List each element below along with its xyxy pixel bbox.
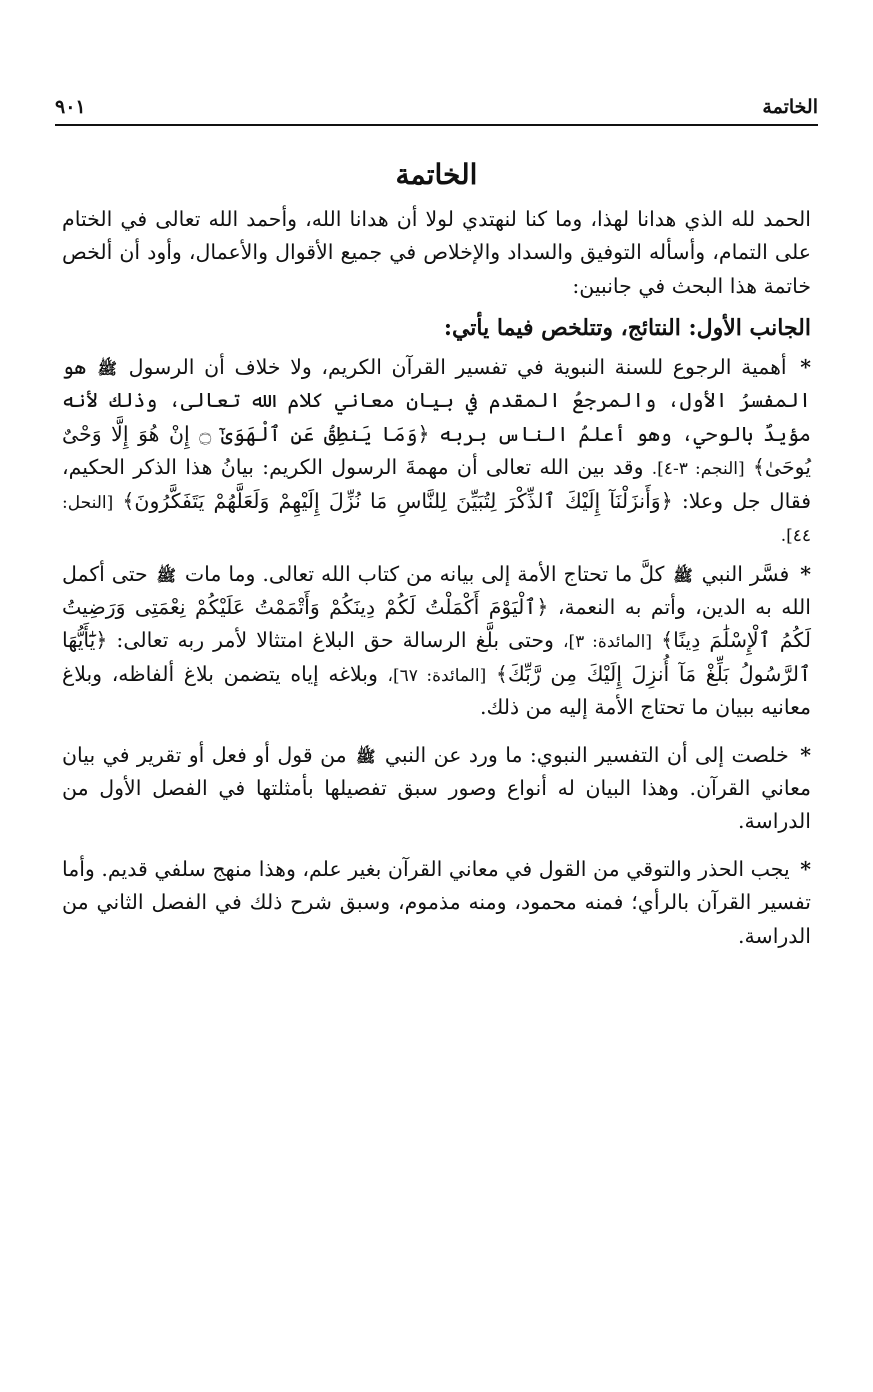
honorific-symbol: ﷺ (356, 746, 376, 766)
result-paragraph-1 (62, 351, 811, 551)
p3-text-b: من قول أو فعل أو تقرير في بيان معاني القرآن. وهذا البيان له أنواع وصور سبق تفصيلها بأمثلتها في الفصل الأول من الدراسة. (62, 742, 811, 834)
quran-verse: ﴿يَٰٓأَيُّهَا ٱلرَّسُولُ بَلِّغْ مَآ أُنزِلَ إِلَيْكَ مِن رَّبِّكَ﴾ (62, 628, 811, 686)
honorific-symbol: ﷺ (97, 359, 117, 379)
result-paragraph-2 (62, 558, 811, 725)
result-paragraph-4 (62, 853, 811, 953)
p2-text-a: فسَّر النبي (701, 561, 790, 586)
p3-text-a: خلصت إلى أن التفسير النبوي: ما ورد عن النبي (384, 742, 789, 767)
p2-text-b: كلَّ ما تحتاج الأمة إلى بيانه من كتاب الله تعالى. وما مات (184, 561, 665, 586)
p1-text-c: وقد بين الله تعالى أن مهمةَ الرسول الكريم: بيانُ هذا الذكر الحكيم، فقال جل وعلا: (62, 455, 811, 513)
p1-text-b: هو المفسرُ الأول، والمرجعُ المقدم في بيان معاني كلام الله تعالى، وذلك لأنه مؤيدٌ بالوحي، وهو أعلمُ الناس بربه (62, 355, 812, 446)
section-heading: الجانب الأول: النتائج، وتتلخص فيما يأتي: (443, 315, 811, 342)
verse-reference: [المائدة: ٦٧]، (387, 665, 487, 686)
chapter-title: الخاتمة (395, 158, 478, 191)
bullet-star-icon: * (800, 742, 811, 767)
quran-verse: ﴿ٱلْيَوْمَ أَكْمَلْتُ لَكُمْ دِينَكُمْ وَأَتْمَمْتُ عَلَيْكُمْ نِعْمَتِى وَرَضِيتُ لَكُمُ ٱلْإِسْلَٰمَ دِينًا﴾ (62, 594, 811, 653)
p2-text-e: وبلاغه إياه يتضمن بلاغ ألفاظه، وبلاغ معانيه ببيان ما تحتاج الأمة إليه من ذلك. (62, 661, 811, 720)
bullet-star-icon: * (800, 856, 811, 881)
intro-paragraph: الحمد لله الذي هدانا لهذا، وما كنا لنهتدي لولا أن هدانا الله، وأحمد الله تعالى في الختام على التمام، وأسأله التوفيق والسداد والإخلاص في جميع الأقوال والأعمال، وأود أن ألخص خاتمة هذا البحث في جانبين: (62, 207, 811, 298)
header-section-title: الخاتمة (762, 96, 818, 118)
quran-verse: ﴿وَمَا يَنطِقُ عَنِ ٱلْهَوَىٰٓ ۝ إِنْ هُوَ إِلَّا وَحْىٌ يُوحَىٰ﴾ (62, 421, 811, 480)
verse-reference: [النحل: ٤٤]. (62, 492, 811, 547)
page-number: ٩٠١ (55, 96, 86, 118)
bullet-star-icon: * (800, 355, 811, 380)
p1-text-a: أهمية الرجوع للسنة النبوية في تفسير القرآن الكريم، ولا خلاف أن الرسول (128, 355, 787, 380)
result-paragraph-3 (62, 739, 811, 839)
bullet-star-icon: * (800, 561, 811, 586)
honorific-symbol: ﷺ (156, 565, 176, 585)
verse-reference: [النجم: ٣-٤]. (651, 459, 745, 480)
body-text (62, 203, 811, 959)
p2-text-d: وحتى بلَّغ الرسالة حق البلاغ امتثالا لأمر ربه تعالى: (116, 628, 554, 653)
quran-verse: ﴿وَأَنزَلْنَآ إِلَيْكَ ٱلذِّكْرَ لِتُبَيِّنَ لِلنَّاسِ مَا نُزِّلَ إِلَيْهِمْ وَلَعَلَّهُمْ يَتَفَكَّرُونَ﴾ (122, 488, 673, 513)
p4-text: يجب الحذر والتوقي من القول في معاني القرآن بغير علم، وهذا منهج سلفي قديم. وأما تفسير القرآن بالرأي؛ فمنه محمود، ومنه مذموم، وسبق شرح ذلك في الفصل الثاني من الدراسة. (62, 856, 811, 948)
running-header (55, 96, 818, 126)
honorific-symbol: ﷺ (673, 565, 693, 585)
p2-text-c: حتى أكمل الله به الدين، وأتم به النعمة، (62, 561, 811, 619)
verse-reference: [المائدة: ٣]، (562, 632, 653, 653)
